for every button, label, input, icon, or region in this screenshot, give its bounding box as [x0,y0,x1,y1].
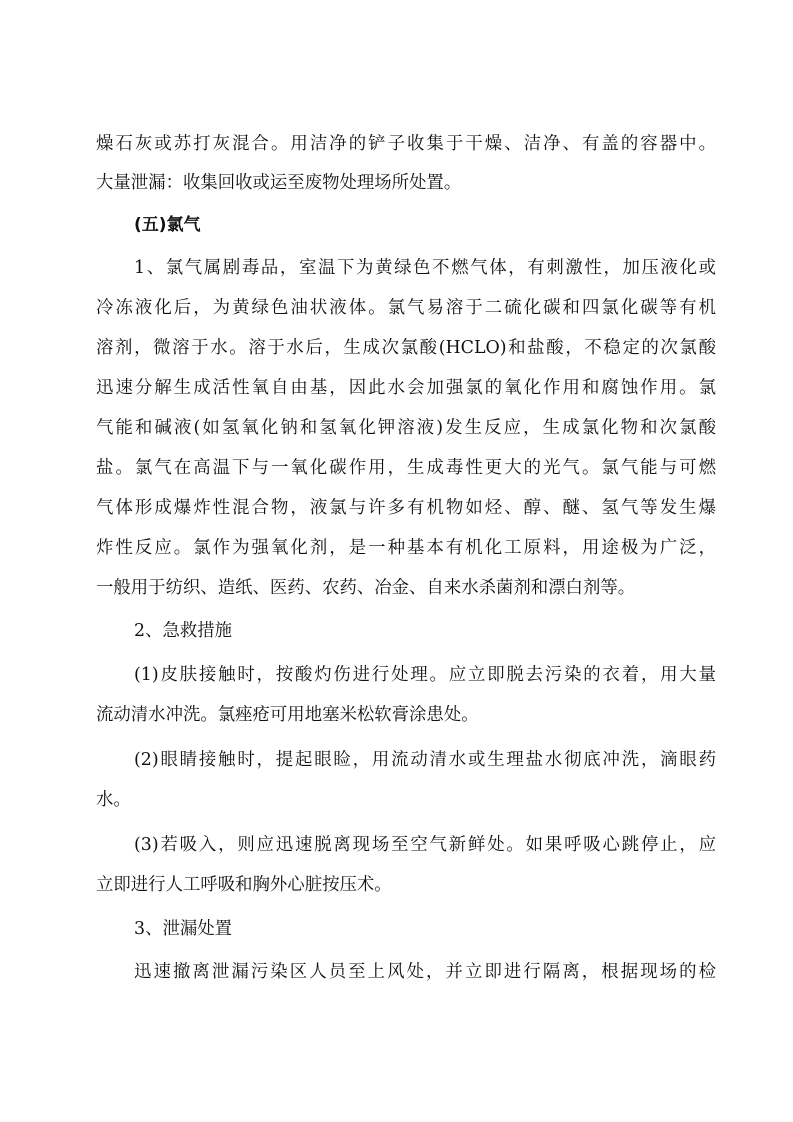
subsection-heading: 3、泄漏处置 [134,919,233,939]
body-line: 盐。氯气在高温下与一氧化碳作用，生成毒性更大的光气。氯气能与可燃 [96,458,716,478]
subsection-heading: 2、急救措施 [134,621,233,641]
body-line: 水。 [96,790,131,810]
body-line: 溶剂，微溶于水。溶于水后，生成次氯酸(HCLO)和盐酸，不稳定的次氯酸 [96,338,716,358]
paragraph-first-line: (1)皮肤接触时，按酸灼伤进行处理。应立即脱去污染的衣着，用大量 [134,665,716,685]
section-heading: (五)氯气 [134,215,201,235]
body-line: 大量泄漏：收集回收或运至废物处理场所处置。 [96,173,462,193]
paragraph-first-line: (2)眼睛接触时，提起眼睑，用流动清水或生理盐水彻底冲洗，滴眼药 [134,750,716,770]
paragraph-first-line: (3)若吸入，则应迅速脱离现场至空气新鲜处。如果呼吸心跳停止，应 [134,835,716,855]
body-line: 迅速分解生成活性氧自由基，因此水会加强氯的氧化作用和腐蚀作用。氯 [96,378,716,398]
body-line: 流动清水冲洗。氯痤疮可用地塞米松软膏涂患处。 [96,705,479,725]
body-line: 气体形成爆炸性混合物，液氯与许多有机物如烃、醇、醚、氢气等发生爆 [96,498,716,518]
body-line: 气能和碱液(如氢氧化钠和氢氧化钾溶液)发生反应，生成氯化物和次氯酸 [96,418,716,438]
body-line: 燥石灰或苏打灰混合。用洁净的铲子收集于干燥、洁净、有盖的容器中。 [96,134,716,154]
paragraph-first-line: 迅速撤离泄漏污染区人员至上风处，并立即进行隔离，根据现场的检 [134,962,716,982]
paragraph-first-line: 1、氯气属剧毒品，室温下为黄绿色不燃气体，有刺激性，加压液化或 [134,258,716,278]
body-line: 冷冻液化后，为黄绿色油状液体。氯气易溶于二硫化碳和四氯化碳等有机 [96,298,716,318]
body-line: 一般用于纺织、造纸、医药、农药、冶金、自来水杀菌剂和漂白剂等。 [96,578,636,598]
body-line: 炸性反应。氯作为强氧化剂，是一种基本有机化工原料，用途极为广泛， [96,538,716,558]
body-line: 立即进行人工呼吸和胸外心脏按压术。 [96,875,392,895]
